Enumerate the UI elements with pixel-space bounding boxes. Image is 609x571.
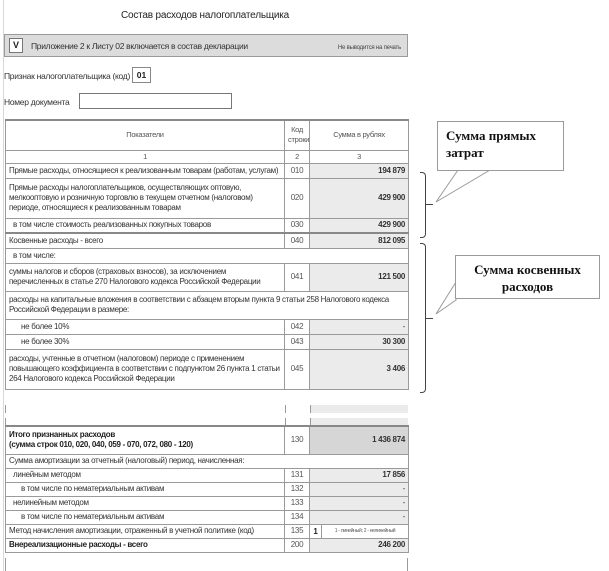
table-row (6, 454, 409, 468)
row-code: 133 (285, 496, 310, 510)
row-value[interactable]: - (310, 319, 409, 334)
header-amount: Сумма в рублях (310, 120, 409, 150)
table-row (6, 319, 409, 334)
row-label: в том числе: (6, 248, 409, 263)
row-value[interactable]: 3 406 (310, 349, 409, 389)
row-code: 200 (285, 538, 310, 552)
row-value[interactable]: 429 900 (310, 178, 409, 218)
table-row (6, 248, 409, 263)
amortization-method-hint: 1 - линейный; 2 - нелинейный (322, 525, 408, 538)
expenses-table-bottom (5, 425, 409, 553)
table-row (6, 349, 409, 389)
header-line-code: Код строки (285, 120, 310, 150)
row-value[interactable]: - (310, 510, 409, 524)
row-code: 043 (285, 334, 310, 349)
row-value[interactable]: 30 300 (310, 334, 409, 349)
table-row (6, 524, 409, 538)
row-value[interactable]: 121 500 (310, 263, 409, 291)
row-value[interactable]: 1 436 874 (310, 426, 409, 454)
not-printed-label: Не выводится на печать (337, 45, 401, 51)
row-label: расходы на капитальные вложения в соответствии с абзацем вторым пункта 9 статьи 258 Налогового кодекса Российской Федерации в размере: (6, 291, 409, 319)
row-value[interactable]: - (310, 496, 409, 510)
row-label: линейным методом (6, 468, 285, 482)
row-code: 134 (285, 510, 310, 524)
table-row (6, 218, 409, 233)
taxpayer-sign-label: Признак налогоплательщика (код) (4, 71, 130, 81)
row-label-line2: (сумма строк 010, 020, 040, 059 - 070, 072, 080 - 120) (9, 440, 193, 450)
table-row (6, 426, 409, 454)
table-row (6, 496, 409, 510)
table-row (6, 334, 409, 349)
row-label: Прямые расходы налогоплательщиков, осуществляющих оптовую, мелкооптовую и розничную торговлю в текущем отчетном (налоговом) периоде, относящиеся к реализованным товарам (6, 178, 285, 218)
include-in-declaration-bar (4, 34, 408, 57)
row-code: 130 (285, 426, 310, 454)
table-continuation (5, 558, 408, 571)
row-label: Внереализационные расходы - всего (6, 538, 285, 552)
indirect-costs-callout: Сумма косвенных расходов (455, 255, 600, 299)
header-indicators: Показатели (6, 120, 285, 150)
table-row (6, 233, 409, 248)
table-row (6, 482, 409, 496)
row-label: Метод начисления амортизации, отраженный в учетной политике (код) (6, 524, 285, 538)
expenses-table-top (5, 119, 409, 390)
form-title: Состав расходов налогоплательщика (120, 10, 290, 21)
document-number-field[interactable] (79, 93, 232, 109)
row-code: 042 (285, 319, 310, 334)
row-code: 045 (285, 349, 310, 389)
table-row (6, 291, 409, 319)
row-code: 132 (285, 482, 310, 496)
row-label: Сумма амортизации за отчетный (налоговый) период, начисленная: (6, 454, 409, 468)
include-label: Приложение 2 к Листу 02 включается в состав декларации (31, 41, 248, 51)
table-row (6, 163, 409, 178)
row-label: нелинейным методом (6, 496, 285, 510)
row-value[interactable]: 246 200 (310, 538, 409, 552)
row-label: в том числе по нематериальным активам (6, 510, 285, 524)
table-row (6, 538, 409, 552)
row-label: в том числе стоимость реализованных покупных товаров (6, 218, 285, 233)
row-label (6, 426, 285, 454)
taxpayer-sign-field[interactable]: 01 (132, 67, 151, 83)
row-code: 135 (285, 524, 310, 538)
direct-costs-callout-tail (436, 170, 490, 202)
header-col-3: 3 (310, 150, 409, 163)
row-label: не более 30% (6, 334, 285, 349)
row-label: расходы, учтенные в отчетном (налоговом) периоде с применением повышающего коэффициента в соответствии с подпунктом 26 пункта 1 статьи 264 Налогового кодекса Российской Федерации (6, 349, 285, 389)
direct-costs-bracket-tick (426, 204, 433, 205)
table-row (6, 178, 409, 218)
header-col-1: 1 (6, 150, 285, 163)
row-code: 040 (285, 233, 310, 248)
row-label: в том числе по нематериальным активам (6, 482, 285, 496)
row-value[interactable]: 194 879 (310, 163, 409, 178)
table-row (6, 510, 409, 524)
table-cut-fragment (5, 405, 408, 413)
direct-costs-callout: Сумма прямых затрат (437, 121, 564, 171)
row-value[interactable]: 17 856 (310, 468, 409, 482)
amortization-method-cell (310, 524, 409, 538)
row-label: Прямые расходы, относящиеся к реализованным товарам (работам, услугам) (6, 163, 285, 178)
row-code: 010 (285, 163, 310, 178)
row-code: 041 (285, 263, 310, 291)
indirect-costs-callout-tail (436, 282, 456, 314)
row-label-line1: Итого признанных расходов (9, 430, 115, 440)
row-label: суммы налогов и сборов (страховых взносов), за исключением перечисленных в статье 270 Налогового кодекса Российской Федерации (6, 263, 285, 291)
row-code: 131 (285, 468, 310, 482)
amortization-method-field[interactable]: 1 (310, 525, 322, 538)
row-value[interactable]: 429 900 (310, 218, 409, 233)
document-number-label: Номер документа (4, 97, 70, 107)
include-checkbox[interactable]: V (9, 38, 23, 53)
table-row (6, 468, 409, 482)
row-code: 030 (285, 218, 310, 233)
row-label: не более 10% (6, 319, 285, 334)
indirect-costs-bracket-tick (426, 318, 433, 319)
row-label: Косвенные расходы - всего (6, 233, 285, 248)
row-value[interactable]: - (310, 482, 409, 496)
row-value[interactable]: 812 095 (310, 233, 409, 248)
row-code: 020 (285, 178, 310, 218)
table-row (6, 263, 409, 291)
header-col-2: 2 (285, 150, 310, 163)
